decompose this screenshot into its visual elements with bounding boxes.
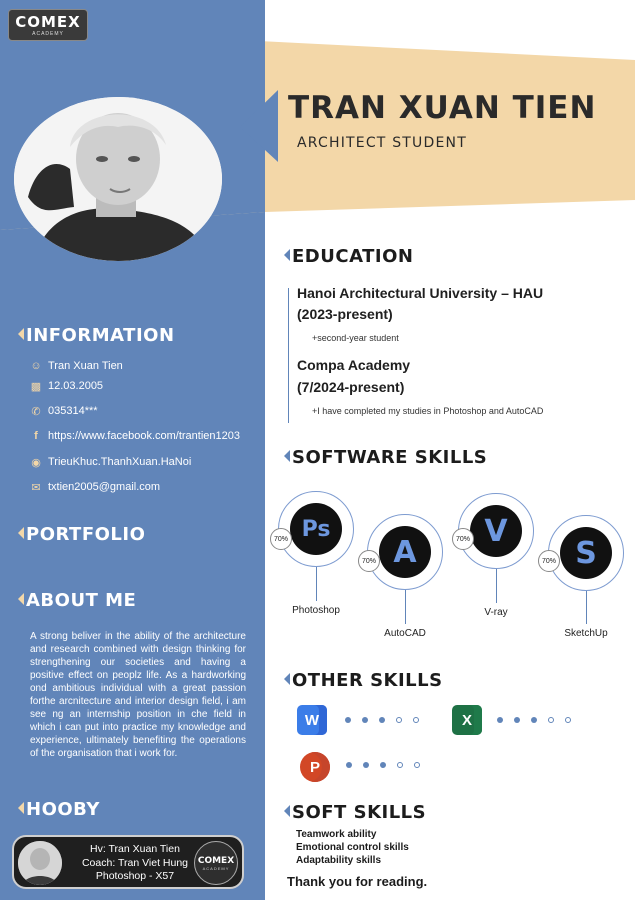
- facebook-icon: f: [34, 430, 38, 442]
- closing-text: Thank you for reading.: [287, 874, 428, 889]
- education-note: +I have completed my studies in Photoshop and AutoCAD: [312, 406, 544, 416]
- education-school: Hanoi Architectural University – HAU: [297, 285, 544, 301]
- about-text: A strong beliver in the ability of the architecture and research combined with design thinking for strengthening our societies and having a positive effect on peoplz life. As a hardworking ond ambitious individual with a great passion forthe arcnitecture and interior design field, i am see ng an internship position in che field in which i can put into practice my knowledge and experience, ultimately benefiting the operations of the organisation that i work for.: [30, 631, 246, 759]
- info-location: ◉ TrieuKhuc.ThanhXuan.HaNoi: [28, 454, 191, 470]
- rating-dot-filled: [345, 717, 351, 723]
- student-badge: [12, 835, 244, 889]
- soft-skill-item: Teamwork ability: [296, 829, 377, 840]
- hobby-heading: HOOBY: [18, 799, 100, 820]
- skill-rating: [497, 717, 582, 723]
- skill-connector: [496, 569, 497, 603]
- skill-label: Photoshop: [292, 605, 340, 616]
- rating-dot-empty: [396, 717, 402, 723]
- photoshop-icon: Ps: [290, 503, 342, 555]
- rating-dot-empty: [565, 717, 571, 723]
- rating-dot-filled: [363, 762, 369, 768]
- info-phone: ✆ 035314***: [28, 403, 98, 419]
- comex-logo: COMEX ACADEMY: [8, 9, 88, 41]
- location-icon: ◉: [31, 456, 41, 469]
- skill-percent: 70%: [358, 550, 380, 572]
- rating-dot-empty: [413, 717, 419, 723]
- skill-rating: [345, 717, 430, 723]
- vray-icon: V: [470, 505, 522, 557]
- rating-dot-filled: [379, 717, 385, 723]
- badge-logo: COMEX ACADEMY: [194, 841, 238, 885]
- about-heading: ABOUT ME: [18, 590, 136, 611]
- skill-percent: 70%: [452, 528, 474, 550]
- education-timeline: [288, 288, 289, 423]
- portfolio-heading[interactable]: PORTFOLIO: [18, 524, 145, 545]
- rating-dot-filled: [380, 762, 386, 768]
- soft-skill-item: Adaptability skills: [296, 855, 382, 866]
- education-period: (7/2024-present): [297, 379, 405, 395]
- skill-percent: 70%: [538, 550, 560, 572]
- candidate-role: ARCHITECT STUDENT: [297, 135, 467, 151]
- badge-text: Hv: Tran Xuan Tien Coach: Tran Viet Hung Photoshop - X57: [81, 843, 189, 882]
- skill-label: SketchUp: [564, 628, 608, 639]
- mail-icon: ✉: [31, 481, 41, 494]
- excel-icon: X: [452, 705, 482, 735]
- user-icon: ☺: [30, 360, 42, 372]
- skill-label: V-ray: [484, 607, 508, 618]
- skill-connector: [316, 567, 317, 601]
- skill-connector: [405, 590, 406, 624]
- software-heading: SOFTWARE SKILLS: [284, 447, 487, 468]
- rating-dot-filled: [531, 717, 537, 723]
- rating-dot-filled: [362, 717, 368, 723]
- soft-skills-heading: SOFT SKILLS: [284, 802, 426, 823]
- info-name: ☺ Tran Xuan Tien: [28, 358, 123, 374]
- information-heading: INFORMATION: [18, 325, 175, 346]
- info-birthday: ▩ 12.03.2005: [28, 378, 103, 394]
- skill-percent: 70%: [270, 528, 292, 550]
- rating-dot-filled: [497, 717, 503, 723]
- word-icon: W: [297, 705, 327, 735]
- candidate-name: TRAN XUAN TIEN: [288, 90, 597, 126]
- rating-dot-filled: [514, 717, 520, 723]
- profile-photo: [14, 97, 222, 261]
- rating-dot-empty: [414, 762, 420, 768]
- info-email[interactable]: ✉ txtien2005@gmail.com: [28, 479, 160, 495]
- education-note: +second-year student: [312, 333, 399, 343]
- cake-icon: ▩: [30, 380, 42, 393]
- autocad-icon: A: [379, 526, 431, 578]
- avatar: [18, 841, 62, 885]
- other-skills-heading: OTHER SKILLS: [284, 670, 443, 691]
- education-heading: EDUCATION: [284, 246, 413, 267]
- rating-dot-empty: [548, 717, 554, 723]
- education-school: Compa Academy: [297, 357, 411, 373]
- phone-icon: ✆: [31, 405, 41, 418]
- sketchup-icon: S: [560, 527, 612, 579]
- powerpoint-icon: P: [300, 752, 330, 782]
- skill-connector: [586, 591, 587, 624]
- rating-dot-empty: [397, 762, 403, 768]
- soft-skill-item: Emotional control skills: [296, 842, 409, 853]
- rating-dot-filled: [346, 762, 352, 768]
- skill-label: AutoCAD: [384, 628, 426, 639]
- info-facebook[interactable]: f https://www.facebook.com/trantien1203: [28, 428, 240, 444]
- education-period: (2023-present): [297, 306, 393, 322]
- skill-rating: [346, 762, 431, 768]
